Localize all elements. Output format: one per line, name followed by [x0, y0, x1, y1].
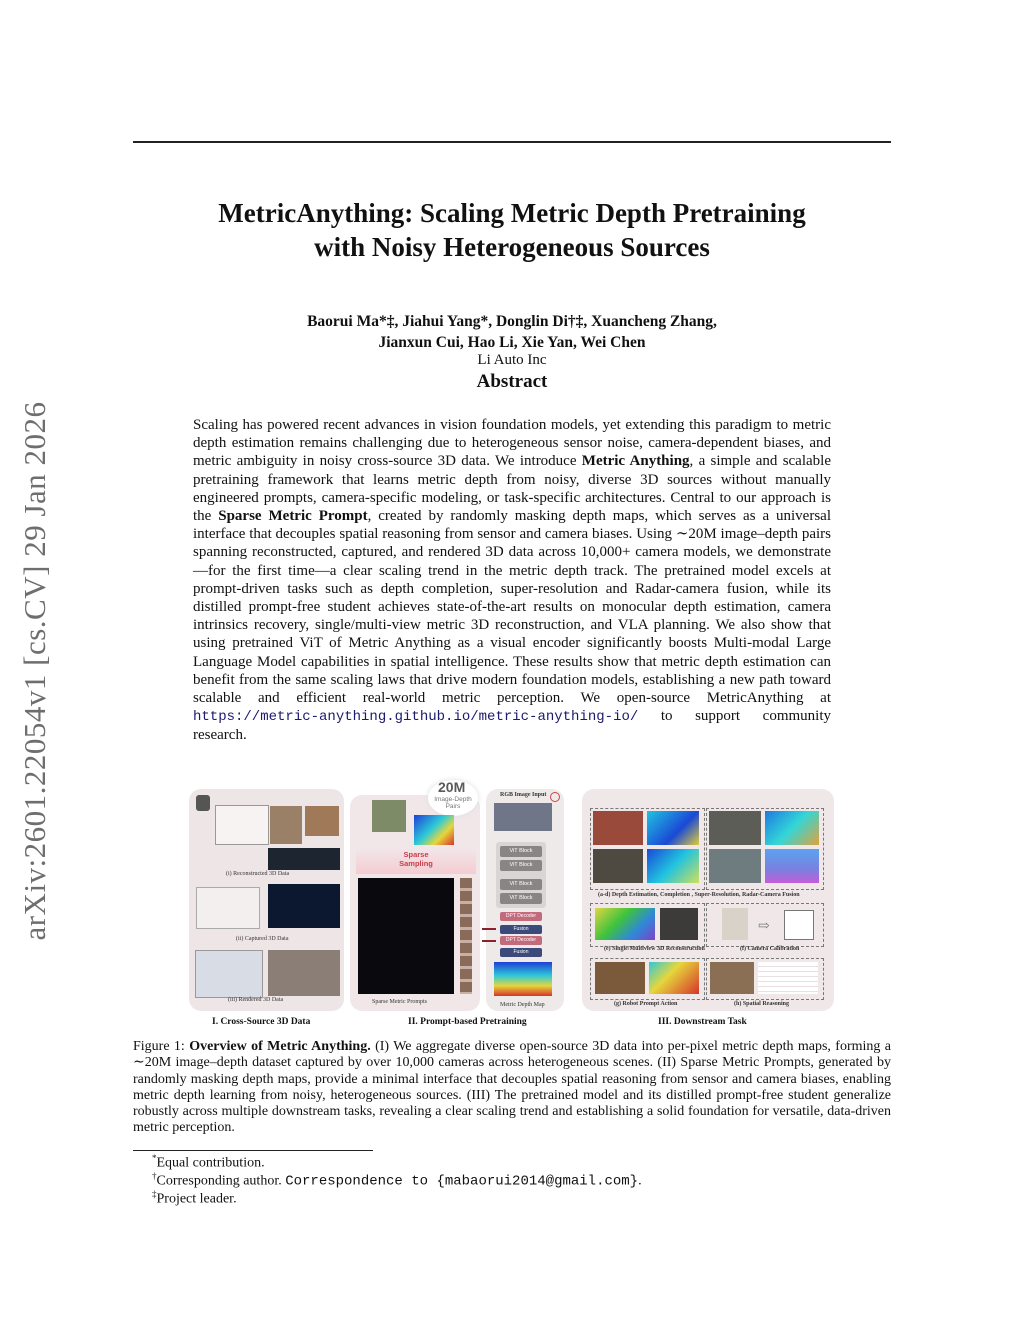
author-list	[200, 311, 824, 353]
panel-label-reconstructed: (i) Reconstructed 3D Data	[226, 871, 290, 877]
metric-depth-output	[494, 962, 552, 996]
abstract-body	[193, 416, 831, 745]
header-rule	[133, 141, 891, 143]
abstract-bold-1: Metric Anything	[581, 453, 690, 470]
caption-text: (I) We aggregate diverse open-source 3D data into per-pixel metric depth maps, forming a ∼20M image–depth dataset captured by over 10,000 cameras across heterogeneous scenes. (II) Sparse Metric Prompts, generated by randomly masking depth maps, provide a minimal interface that decouples spatial reasoning from sensor and camera biases, enabling metric depth learning from noisy, heterogeneous sources. (III) The pretrained model and its distilled prompt-free student generalize robustly across multiple downstream tasks, revealing a clear scaling trend and establishing a solid foundation for versatile, data-driven metric perception.	[133, 1039, 891, 1136]
street-photo	[593, 849, 643, 883]
street-depth	[647, 849, 699, 883]
abstract-text-2: , a simple and scalable pretraining framework that learns metric depth from noisy, diverse 3D sources without manually engineered prompts, camera-specific modeling, or task-specific architectures. Central to our approach is the	[193, 453, 831, 525]
affiliation: Li Auto Inc	[477, 352, 547, 368]
arxiv-watermark[interactable]: arXiv:2601.22054v1 [cs.CV] 29 Jan 2026	[17, 401, 52, 941]
fn3-mark: ‡	[152, 1189, 157, 1199]
motorbike-photo	[593, 811, 643, 845]
figure-label-III: III. Downstream Task	[658, 1017, 747, 1027]
metric-depth-label: Metric Depth Map	[500, 1002, 545, 1008]
figure-label-I: I. Cross-Source 3D Data	[212, 1017, 311, 1027]
footnote-corresponding	[152, 1171, 642, 1190]
abstract-text-1: Scaling has powered recent advances in vision foundation models, yet extending this paradigm to metric depth estimation remains challenging due to heterogeneous sensor noise, camera-dependent biases, and metric ambiguity in noisy cross-source 3D data. We introduce	[193, 417, 831, 470]
flame-icon	[550, 792, 560, 802]
spatial-qa-text	[758, 962, 818, 994]
dpt-decoder-1: DPT Decoder	[500, 912, 542, 921]
indoor-photo	[270, 806, 302, 844]
project-url-link[interactable]: https://metric-anything.github.io/metric-anything-io/	[193, 709, 639, 726]
sparse-sampling-label: Sparse Sampling	[399, 850, 433, 868]
panel-label-rendered: (iii) Rendered 3D Data	[228, 997, 284, 1003]
camera-frustum	[784, 910, 814, 940]
spatial-scene	[710, 962, 754, 994]
figure-caption	[133, 1039, 891, 1137]
fn3-text: Project leader.	[156, 1191, 237, 1207]
reconstructed-scans	[268, 848, 340, 870]
title-line-2: with Noisy Heterogeneous Sources	[314, 232, 710, 262]
rgb-input-image	[494, 803, 552, 831]
fn2-end: .	[638, 1173, 642, 1189]
road-depth	[765, 849, 819, 883]
database-icon	[196, 795, 210, 811]
road-photo	[709, 849, 761, 883]
motorbike-depth	[647, 811, 699, 845]
task-label-g: (g) Robot Prompt Action	[614, 1001, 678, 1007]
footnote-rule	[133, 1150, 373, 1151]
footnote-leader	[152, 1189, 237, 1208]
footnote-equal	[152, 1153, 265, 1172]
fn1-text: Equal contribution.	[156, 1155, 265, 1171]
rgb-input-label: RGB Image Input	[500, 792, 547, 798]
render-ui-screenshot	[195, 950, 263, 998]
calibration-photo	[722, 908, 748, 940]
indoor-scene-photo	[709, 811, 761, 845]
depth-stack	[414, 815, 454, 845]
arrow-icon: ⇨	[758, 919, 770, 934]
paper-title	[133, 196, 891, 264]
correspondence-email[interactable]: Correspondence to {mabaorui2014@gmail.com}	[285, 1173, 639, 1190]
indoor-scene-depth	[765, 811, 819, 845]
badge-20m: 20M	[438, 779, 466, 795]
task-label-ad: (a-d) Depth Estimation, Completion , Super-Resolution, Radar-Camera Fusion	[598, 892, 800, 898]
task-label-f: (f) Camera Calibration	[740, 946, 800, 952]
task-label-e: (e) Single/Multiview 3D Reconstruction	[604, 946, 705, 952]
panel-label-captured: (ii) Captured 3D Data	[236, 936, 289, 942]
lidar-capture	[268, 884, 340, 928]
sparse-prompts-grid	[358, 878, 454, 994]
sparse-prompts-label: Sparse Metric Prompts	[372, 999, 427, 1005]
robot-scene	[595, 962, 645, 994]
abstract-heading: Abstract	[476, 371, 548, 392]
badge-subtitle: Image-Depth Pairs	[434, 796, 472, 810]
rgb-stack	[372, 800, 406, 832]
prompt-arrow-1	[482, 928, 496, 930]
fusion-2: Fusion	[500, 948, 542, 957]
prompt-arrow-2	[482, 940, 496, 942]
reconstruction-diagram	[215, 805, 269, 845]
rendered-scene	[268, 950, 340, 996]
authors-line-2: Jianxun Cui, Hao Li, Xie Yan, Wei Chen	[378, 334, 646, 351]
vit-block-4: ViT Block	[500, 893, 542, 904]
robot-depth	[649, 962, 699, 994]
vit-block-3: ViT Block	[500, 879, 542, 890]
fusion-1: Fusion	[500, 925, 542, 934]
reconstruction-views	[595, 908, 655, 940]
caption-prefix: Figure 1:	[133, 1039, 190, 1054]
caption-bold: Overview of Metric Anything.	[189, 1039, 371, 1054]
abstract-text-3: , created by randomly masking depth maps, which serves as a universal interface that decouples spatial reasoning from sensor and camera biases. Using ∼20M image–depth pairs spanning reconstructed, captured, and rendered 3D data across 10,000+ camera models, we demonstrate—for the first time—a clear scaling trend in the metric depth track. The pretrained model excels at prompt-driven tasks such as depth completion, super-resolution and Radar-camera fusion, while its distilled prompt-free student achieves state-of-the-art results on monocular depth estimation, camera intrinsics recovery, single/multi-view metric 3D reconstruction, and VLA planning. We also show that using pretrained ViT of Metric Anything as a visual encoder significantly boosts Multi-modal Large Language Model capabilities in spatial intelligence. These results show that metric depth estimation can benefit from the same scaling laws that drive modern foundation models, establishing a new path toward scalable and efficient real-world metric perception. We open-source MetricAnything at	[193, 508, 832, 707]
figure-label-II: II. Prompt-based Pretraining	[408, 1017, 527, 1027]
room-photo	[305, 806, 339, 836]
abstract-text-4: to support community research.	[193, 708, 831, 744]
sensor-rig-diagram	[196, 887, 260, 929]
authors-line-1: Baorui Ma*‡, Jiahui Yang*, Donglin Di†‡, Xuancheng Zhang,	[307, 313, 717, 330]
fn2-mark: †	[152, 1171, 157, 1181]
dpt-decoder-2: DPT Decoder	[500, 936, 542, 945]
task-label-h: (h) Spatial Reasoning	[734, 1001, 790, 1007]
vit-block-2: ViT Block	[500, 860, 542, 871]
title-line-1: MetricAnything: Scaling Metric Depth Pretraining	[218, 198, 806, 228]
fn2-text: Corresponding author.	[156, 1173, 286, 1189]
reconstruction-result	[660, 908, 698, 940]
fn1-mark: *	[152, 1153, 157, 1163]
abstract-bold-2: Sparse Metric Prompt	[218, 508, 368, 525]
vit-block-1: ViT Block	[500, 846, 542, 857]
prompt-thumbnails	[460, 878, 472, 994]
